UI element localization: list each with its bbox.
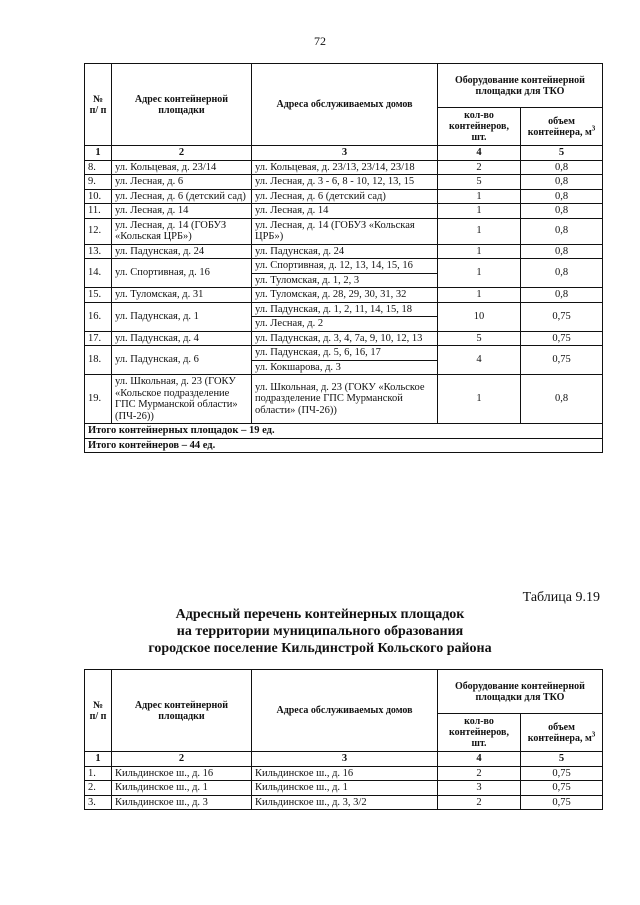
container-volume: 0,8 [521, 244, 603, 259]
row-number: 13. [85, 244, 112, 259]
container-volume: 0,75 [521, 766, 603, 781]
site-address: ул. Лесная, д. 6 [112, 175, 252, 190]
container-volume: 0,75 [521, 781, 603, 796]
site-address: ул. Лесная, д. 14 [112, 204, 252, 219]
container-count: 2 [438, 795, 521, 810]
header-site-address: Адрес контейнерной площадки [112, 670, 252, 752]
header-count: кол-во контейнеров, шт. [438, 108, 521, 146]
row-number: 8. [85, 160, 112, 175]
served-address: ул. Лесная, д. 2 [252, 317, 438, 332]
served-address: ул. Лесная, д. 14 [252, 204, 438, 219]
site-address: ул. Падунская, д. 1 [112, 302, 252, 331]
container-volume: 0,8 [521, 160, 603, 175]
container-volume: 0,8 [521, 204, 603, 219]
container-volume: 0,8 [521, 218, 603, 244]
container-count: 2 [438, 766, 521, 781]
site-address: ул. Лесная, д. 6 (детский сад) [112, 189, 252, 204]
row-number: 2. [85, 781, 112, 796]
served-address: ул. Лесная, д. 6 (детский сад) [252, 189, 438, 204]
site-address: ул. Падунская, д. 4 [112, 331, 252, 346]
column-number: 1 [85, 752, 112, 767]
served-address: Кильдинское ш., д. 3, 3/2 [252, 795, 438, 810]
container-count: 1 [438, 189, 521, 204]
served-address: ул. Туломская, д. 28, 29, 30, 31, 32 [252, 288, 438, 303]
column-number: 1 [85, 146, 112, 161]
column-number: 3 [252, 146, 438, 161]
container-sites-table-2 [84, 669, 603, 810]
table-row [85, 302, 603, 317]
container-volume: 0,8 [521, 189, 603, 204]
container-volume: 0,75 [521, 346, 603, 375]
served-address: ул. Падунская, д. 5, 6, 16, 17 [252, 346, 438, 361]
header-volume: объем контейнера, $м^3$ [521, 108, 603, 146]
column-number: 4 [438, 752, 521, 767]
site-address: ул. Падунская, д. 24 [112, 244, 252, 259]
table-row [85, 795, 603, 810]
row-number: 16. [85, 302, 112, 331]
table-label: Таблица 9.19 [522, 590, 600, 605]
row-number: 19. [85, 375, 112, 424]
header-served-addresses: Адреса обслуживаемых домов [252, 64, 438, 146]
site-address: ул. Туломская, д. 31 [112, 288, 252, 303]
served-address: ул. Туломская, д. 1, 2, 3 [252, 273, 438, 288]
column-number: 2 [112, 146, 252, 161]
site-address: Кильдинское ш., д. 16 [112, 766, 252, 781]
row-number: 10. [85, 189, 112, 204]
container-volume: 0,75 [521, 331, 603, 346]
row-number: 17. [85, 331, 112, 346]
container-volume: 0,75 [521, 302, 603, 331]
site-address: Кильдинское ш., д. 3 [112, 795, 252, 810]
container-count: 4 [438, 346, 521, 375]
container-count: 2 [438, 160, 521, 175]
table-row [85, 204, 603, 219]
served-address: ул. Лесная, д. 3 - 6, 8 - 10, 12, 13, 15 [252, 175, 438, 190]
container-count: 1 [438, 288, 521, 303]
total-text: Итого контейнерных площадок – 19 ед. [85, 424, 603, 439]
table-row [85, 160, 603, 175]
column-number: 5 [521, 146, 603, 161]
row-number: 14. [85, 259, 112, 288]
column-number: 4 [438, 146, 521, 161]
served-address: ул. Лесная, д. 14 (ГОБУЗ «Кольская ЦРБ») [252, 218, 438, 244]
table-row [85, 189, 603, 204]
column-number-row [85, 146, 603, 161]
table-row [85, 259, 603, 274]
table-row [85, 288, 603, 303]
table-row [85, 781, 603, 796]
column-number: 5 [521, 752, 603, 767]
served-address: ул. Кольцевая, д. 23/13, 23/14, 23/18 [252, 160, 438, 175]
column-number: 3 [252, 752, 438, 767]
header-equipment: Оборудование контейнерной площадки для ТКО [438, 670, 603, 714]
header-equipment: Оборудование контейнерной площадки для ТКО [438, 64, 603, 108]
header-num: № п/ п [85, 670, 112, 752]
container-volume: 0,8 [521, 375, 603, 424]
container-count: 1 [438, 244, 521, 259]
header-site-address: Адрес контейнерной площадки [112, 64, 252, 146]
container-count: 1 [438, 218, 521, 244]
total-text: Итого контейнеров – 44 ед. [85, 438, 603, 453]
header-volume: объем контейнера, $м^3$ [521, 714, 603, 752]
served-address: Кильдинское ш., д. 16 [252, 766, 438, 781]
table-title: Адресный перечень контейнерных площадок на территории муниципального образования городское поселение Кильдинстрой Кольского района [148, 607, 492, 656]
site-address: ул. Лесная, д. 14 (ГОБУЗ «Кольская ЦРБ») [112, 218, 252, 244]
table-row [85, 346, 603, 361]
row-number: 18. [85, 346, 112, 375]
container-count: 1 [438, 204, 521, 219]
container-count: 3 [438, 781, 521, 796]
site-address: ул. Школьная, д. 23 (ГОКУ «Кольское подразделение ГПС Мурманской области» (ПЧ-26)) [112, 375, 252, 424]
served-address: Кильдинское ш., д. 1 [252, 781, 438, 796]
container-sites-table-1 [84, 63, 603, 453]
column-number-row [85, 752, 603, 767]
table-row [85, 375, 603, 424]
table-row [85, 175, 603, 190]
served-address: ул. Падунская, д. 1, 2, 11, 14, 15, 18 [252, 302, 438, 317]
container-count: 5 [438, 331, 521, 346]
totals-row [85, 424, 603, 439]
table-row [85, 244, 603, 259]
container-volume: 0,8 [521, 288, 603, 303]
served-address: ул. Спортивная, д. 12, 13, 14, 15, 16 [252, 259, 438, 274]
container-volume: 0,8 [521, 175, 603, 190]
site-address: ул. Спортивная, д. 16 [112, 259, 252, 288]
table-row [85, 331, 603, 346]
served-address: ул. Школьная, д. 23 (ГОКУ «Кольское подразделение ГПС Мурманской области» (ПЧ-26)) [252, 375, 438, 424]
header-num: № п/ п [85, 64, 112, 146]
row-number: 11. [85, 204, 112, 219]
page-number: 72 [314, 34, 326, 48]
row-number: 9. [85, 175, 112, 190]
row-number: 1. [85, 766, 112, 781]
table-row [85, 766, 603, 781]
header-count: кол-во контейнеров, шт. [438, 714, 521, 752]
row-number: 3. [85, 795, 112, 810]
container-count: 5 [438, 175, 521, 190]
served-address: ул. Кокшарова, д. 3 [252, 360, 438, 375]
header-served-addresses: Адреса обслуживаемых домов [252, 670, 438, 752]
row-number: 12. [85, 218, 112, 244]
column-number: 2 [112, 752, 252, 767]
container-volume: 0,75 [521, 795, 603, 810]
served-address: ул. Падунская, д. 3, 4, 7а, 9, 10, 12, 13 [252, 331, 438, 346]
served-address: ул. Падунская, д. 24 [252, 244, 438, 259]
container-count: 1 [438, 259, 521, 288]
container-count: 10 [438, 302, 521, 331]
row-number: 15. [85, 288, 112, 303]
table-row [85, 218, 603, 244]
site-address: Кильдинское ш., д. 1 [112, 781, 252, 796]
container-count: 1 [438, 375, 521, 424]
container-volume: 0,8 [521, 259, 603, 288]
site-address: ул. Падунская, д. 6 [112, 346, 252, 375]
totals-row [85, 438, 603, 453]
site-address: ул. Кольцевая, д. 23/14 [112, 160, 252, 175]
